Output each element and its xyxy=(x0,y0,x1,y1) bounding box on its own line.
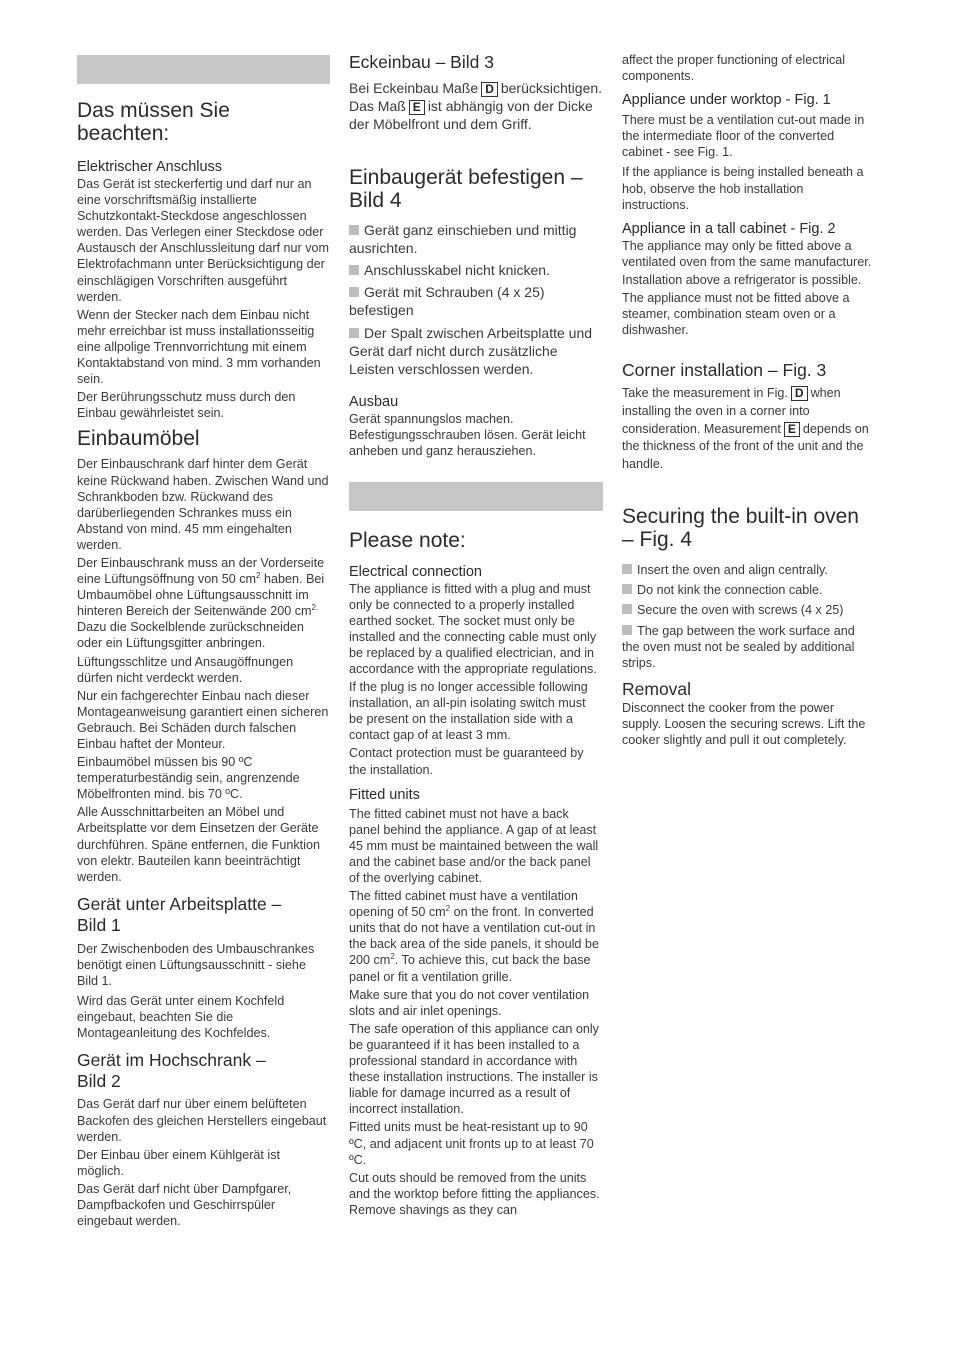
heading-einbaumoebel: Einbaumöbel xyxy=(77,427,200,451)
measure-e-box: E xyxy=(784,422,800,437)
list-item xyxy=(622,623,874,671)
section-title: Das müssen Sie beachten: xyxy=(77,99,230,145)
section-header-bar xyxy=(349,482,603,511)
heading-corner-installation: Corner installation – Fig. 3 xyxy=(622,360,827,381)
bullet-square-icon xyxy=(622,584,632,594)
paragraph: Wenn der Stecker nach dem Einbau nicht mehr erreichbar ist muss installationsseitig eine allpolige Trennvorrichtung mit einem Kontaktabstand von mind. 3 mm vorhanden sein. xyxy=(77,307,321,387)
paragraph xyxy=(77,555,330,652)
text: . To achieve this, cut back the base panel or fit a ventilation grille. xyxy=(349,953,591,984)
bullet-square-icon xyxy=(349,287,359,297)
list-item xyxy=(622,602,874,618)
bullet-square-icon xyxy=(622,564,632,574)
list-item-text: Insert the oven and align centrally. xyxy=(637,563,828,578)
text: ist abhängig von der Dicke der Möbelfront und dem Griff. xyxy=(349,98,593,133)
column-english-right xyxy=(622,50,874,748)
heading-unter-arbeitsplatte: Gerät unter Arbeitsplatte – Bild 1 xyxy=(77,893,282,935)
paragraph: Der Zwischenboden des Umbauschrankes benötigt einen Lüftungsausschnitt - siehe Bild 1. xyxy=(77,941,315,989)
heading-eckeinbau: Eckeinbau – Bild 3 xyxy=(349,52,494,72)
paragraph: Der Berührungsschutz muss durch den Einbau gewährleistet sein. xyxy=(77,390,296,421)
bullet-square-icon xyxy=(622,604,632,614)
befestigen-list xyxy=(349,221,603,379)
section-title-english: Please note: xyxy=(349,528,466,552)
paragraph: Gerät spannungslos machen. Befestigungsschrauben lösen. Gerät leicht anheben und ganz herausziehen. xyxy=(349,412,586,459)
heading-securing-oven: Securing the built-in oven – Fig. 4 xyxy=(622,505,859,552)
superscript: 2. xyxy=(311,603,319,613)
paragraph: The safe operation of this appliance can only be guaranteed if it has been installed to a professional standard in accordance with these installation instructions. The installer is liable for damage incurred as a result of incorrect installation. xyxy=(349,1021,599,1117)
list-item xyxy=(622,562,874,578)
list-item xyxy=(349,324,603,379)
paragraph: Der Einbau über einem Kühlgerät ist möglich. xyxy=(77,1147,281,1178)
text: Der Einbauschrank muss an der Vorderseite eine Lüftungsöffnung von 50 cm xyxy=(77,555,325,587)
text: when installing the oven in a corner into consideration. Measurement xyxy=(622,386,841,436)
list-item xyxy=(622,582,874,598)
text: berücksichtigen. Das Maß xyxy=(349,80,603,115)
paragraph: Das Gerät darf nicht über Dampfgarer, Dampfbackofen und Geschirrspüler eingebaut werden. xyxy=(77,1181,292,1229)
section-header-bar xyxy=(77,55,330,84)
paragraph: affect the proper functioning of electrical components. xyxy=(622,53,846,84)
paragraph: Contact protection must be guaranteed by the installation. xyxy=(349,746,584,777)
heading-hochschrank: Gerät im Hochschrank – Bild 2 xyxy=(77,1050,266,1092)
paragraph: Disconnect the cooker from the power supply. Loosen the securing screws. Lift the cooker slightly and pull it out completely. xyxy=(622,700,866,748)
paragraph: The fitted cabinet must not have a back panel behind the appliance. A gap of at least 45 mm must be maintained between the wall and the cabinet base and/or the back panel of the overlying cabinet. xyxy=(349,806,599,886)
paragraph: Cut outs should be removed from the units and the worktop before fitting the appliances. Remove shavings as they can xyxy=(349,1170,600,1217)
list-item-text: Do not kink the connection cable. xyxy=(637,583,823,598)
paragraph: Das Gerät darf nur über einem belüfteten Backofen des gleichen Herstellers eingebaut werden. xyxy=(77,1097,327,1144)
list-item-text: Anschlusskabel nicht knicken. xyxy=(364,262,550,279)
paragraph: Lüftungsschlitze und Ansaugöffnungen dürfen nicht verdeckt werden. xyxy=(77,654,294,685)
text: haben. Bei Umbaumöbel ohne Lüftungsausschnitt im hinteren Bereich der Seitenwände 200 cm xyxy=(77,572,325,619)
bullet-square-icon xyxy=(349,328,359,338)
paragraph xyxy=(349,79,603,134)
bullet-square-icon xyxy=(622,625,632,635)
list-item xyxy=(349,261,603,279)
paragraph: Installation above a refrigerator is possible. xyxy=(622,272,862,287)
paragraph: Make sure that you do not cover ventilation slots and air inlet openings. xyxy=(349,987,590,1018)
paragraph: There must be a ventilation cut-out made in the intermediate floor of the converted cabinet - see Fig. 1. xyxy=(622,113,865,160)
heading-removal: Removal xyxy=(622,678,692,699)
list-item-text: Gerät ganz einschieben und mittig ausrichten. xyxy=(349,221,577,256)
bullet-square-icon xyxy=(349,265,359,275)
list-item-text: Der Spalt zwischen Arbeitsplatte und Gerät darf nicht durch zusätzliche Leisten verschlossen werden. xyxy=(349,324,593,378)
heading-electrical-connection: Electrical connection xyxy=(349,563,482,580)
text: depends on the thickness of the front of the unit and the handle. xyxy=(622,421,869,471)
paragraph xyxy=(622,385,874,473)
superscript: 2 xyxy=(256,570,261,580)
list-item xyxy=(349,283,603,319)
paragraph: If the plug is no longer accessible following installation, an all-pin isolating switch must be present on the installation side with a contact gap of at least 3 mm. xyxy=(349,680,588,743)
paragraph: Einbaumöbel müssen bis 90 ºC temperaturbeständig sein, angrenzende Möbelfronten mind. bis 70 ºC. xyxy=(77,755,300,802)
paragraph: Der Einbauschrank darf hinter dem Gerät keine Rückwand haben. Zwischen Wand und Schrankboden bzw. Rückwand des darüberliegenden Schrankes muss ein Abstand von mind. 45 mm eingehalten werden. xyxy=(77,457,329,552)
heading-electrical: Elektrischer Anschluss xyxy=(77,159,223,175)
heading-under-worktop: Appliance under worktop - Fig. 1 xyxy=(622,92,831,109)
list-item-text: Gerät mit Schrauben (4 x 25) befestigen xyxy=(349,284,545,319)
paragraph: The appliance must not be fitted above a steamer, combination steam oven or a dishwasher. xyxy=(622,291,850,338)
list-item-text: The gap between the work surface and the oven must not be sealed by additional strips. xyxy=(622,623,855,670)
paragraph: Alle Ausschnittarbeiten an Möbel und Arbeitsplatte vor dem Einsetzen der Geräte durchführen. Späne entfernen, die Funktion von elektr. Bauteilen kann beeinträchtigt werden. xyxy=(77,805,320,884)
text: Dazu die Sockelblende zurückschneiden oder ein Lüftungsgitter anbringen. xyxy=(77,620,304,651)
superscript: 2 xyxy=(390,952,395,962)
bullet-square-icon xyxy=(349,225,359,235)
heading-befestigen: Einbaugerät befestigen –Bild 4 xyxy=(349,165,583,212)
column-german-left xyxy=(77,50,330,1229)
heading-fitted-units: Fitted units xyxy=(349,786,420,803)
paragraph: The appliance is fitted with a plug and must only be connected to a properly installed earthed socket. The socket must only be installed and the connecting cable must only be replaced by a qualified electrician, and in accordance with the appropriate regulations. xyxy=(349,581,597,676)
paragraph: Fitted units must be heat-resistant up to 90 ºC, and adjacent unit fronts up to at least 70 ºC. xyxy=(349,1120,594,1167)
measure-e-box: E xyxy=(409,100,425,115)
paragraph: Wird das Gerät unter einem Kochfeld eingebaut, beachten Sie die Montageanleitung des Kochfeldes. xyxy=(77,994,285,1041)
paragraph xyxy=(349,888,603,985)
securing-list xyxy=(622,562,874,671)
text: The fitted cabinet must have a ventilation opening of 50 cm xyxy=(349,889,578,920)
list-item xyxy=(349,221,603,257)
heading-ausbau: Ausbau xyxy=(349,394,399,411)
column-middle xyxy=(349,50,603,1218)
paragraph: Nur ein fachgerechter Einbau nach dieser Montageanweisung garantiert einen sicheren Gebrauch. Bei Schäden durch falschen Einbau haftet der Monteur. xyxy=(77,688,329,751)
text: on the front. In converted units that do not have a ventilation cut-out in the back area of the side panels, it should be 200 cm xyxy=(349,905,599,968)
superscript: 2 xyxy=(445,904,451,914)
heading-tall-cabinet: Appliance in a tall cabinet - Fig. 2 xyxy=(622,220,836,237)
text: Take the measurement in Fig. xyxy=(622,386,788,401)
paragraph: Das Gerät ist steckerfertig und darf nur an eine vorschriftsmäßig installierte Schutzkontakt-Steckdose angeschlossen werden. Das Verlegen einer Steckdose oder Austausch der Anschlussleitung darf nur vom Elektrofachmann unter Berücksichtigung der einschlägigen Vorschriften ausgeführt werden. xyxy=(77,177,330,304)
list-item-text: Secure the oven with screws (4 x 25) xyxy=(637,603,844,618)
measure-d-box: D xyxy=(481,82,498,97)
text: Bei Eckeinbau Maße xyxy=(349,80,479,96)
paragraph: The appliance may only be fitted above a ventilated oven from the same manufacturer. xyxy=(622,238,872,269)
eckeinbau-block xyxy=(349,79,603,134)
paragraph: If the appliance is being installed beneath a hob, observe the hob installation instructions. xyxy=(622,165,864,212)
measure-d-box: D xyxy=(791,386,808,401)
